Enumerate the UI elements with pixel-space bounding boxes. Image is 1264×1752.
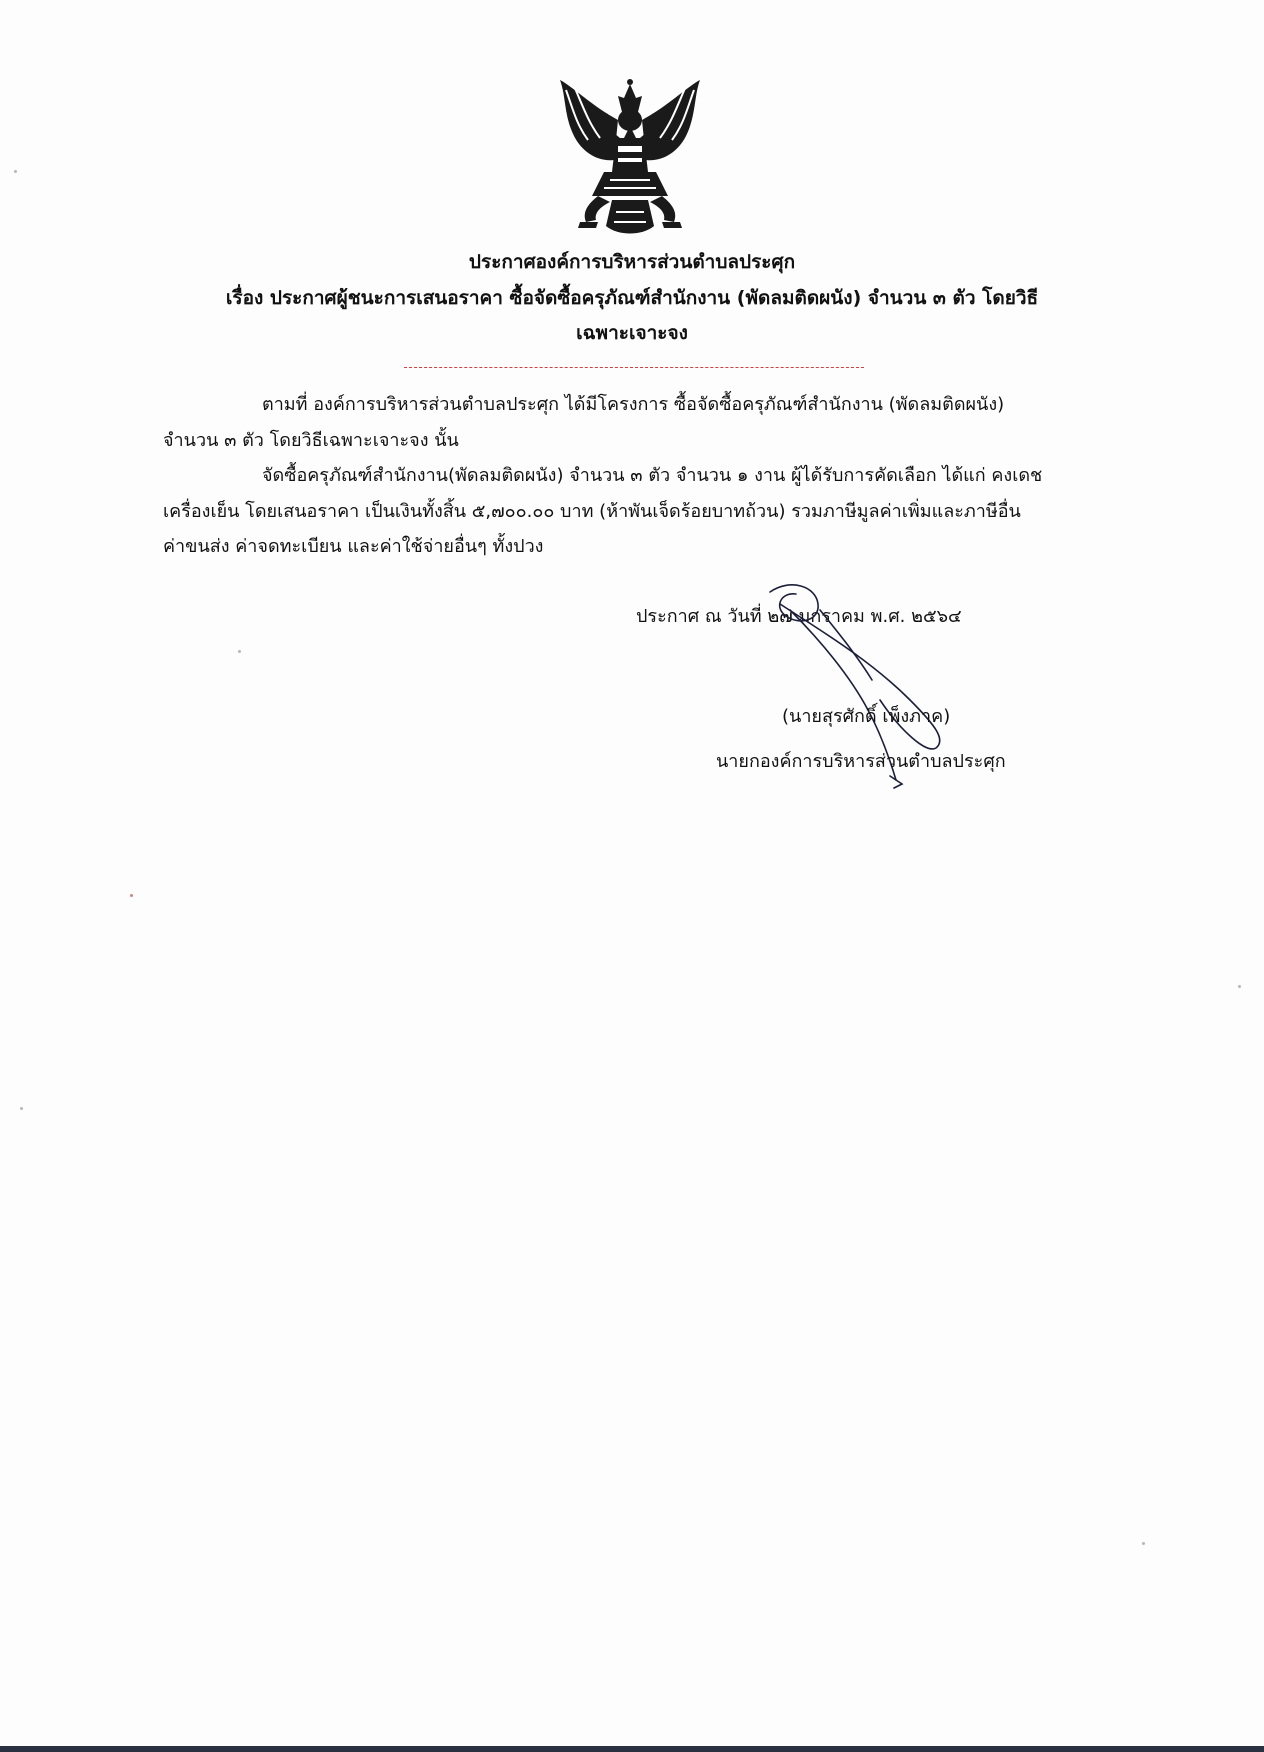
scan-speck [130, 894, 133, 897]
garuda-emblem-icon [552, 76, 708, 244]
announcement-date: ประกาศ ณ วันที่ ๒๗ มกราคม พ.ศ. ๒๕๖๔ [636, 606, 962, 627]
scan-speck [1238, 985, 1241, 988]
paragraph-2-line-1: จัดซื้อครุภัณฑ์สำนักงาน(พัดลมติดผนัง) จำนวน ๓ ตัว จำนวน ๑ งาน ผู้ได้รับการคัดเลือก ได้แก่ คงเดช [262, 465, 1043, 486]
announcement-title: ประกาศองค์การบริหารส่วนตำบลประศุก [468, 251, 796, 273]
scan-speck [1142, 1542, 1145, 1545]
paragraph-2-line-3: ค่าขนส่ง ค่าจดทะเบียน และค่าใช้จ่ายอื่นๆ ทั้งปวง [163, 536, 544, 557]
signer-position: นายกองค์การบริหารส่วนตำบลประศุก [716, 751, 1006, 772]
signer-name: (นายสุรศักดิ์ เพ็งภาค) [782, 706, 951, 727]
scan-speck [238, 650, 241, 653]
scan-speck [20, 1107, 23, 1110]
scan-speck [14, 170, 17, 173]
scan-edge-bar [0, 1746, 1264, 1752]
paragraph-1-line-1: ตามที่ องค์การบริหารส่วนตำบลประศุก ได้มีโครงการ ซื้อจัดซื้อครุภัณฑ์สำนักงาน (พัดลมติดผนัง) [262, 394, 1005, 415]
paragraph-1-line-2: จำนวน ๓ ตัว โดยวิธีเฉพาะเจาะจง นั้น [163, 430, 459, 451]
paragraph-2-line-2: เครื่องเย็น โดยเสนอราคา เป็นเงินทั้งสิ้น ๕,๗๐๐.๐๐ บาท (ห้าพันเจ็ดร้อยบาทถ้วน) รวมภาษีมูลค่าเพิ่มและภาษีอื่น [163, 501, 1021, 522]
announcement-subject: เรื่อง ประกาศผู้ชนะการเสนอราคา ซื้อจัดซื้อครุภัณฑ์สำนักงาน (พัดลมติดผนัง) จำนวน ๓ ตัว โดยวิธี [225, 287, 1039, 309]
divider-line [404, 367, 864, 368]
announcement-subject-cont: เฉพาะเจาะจง [576, 322, 688, 344]
